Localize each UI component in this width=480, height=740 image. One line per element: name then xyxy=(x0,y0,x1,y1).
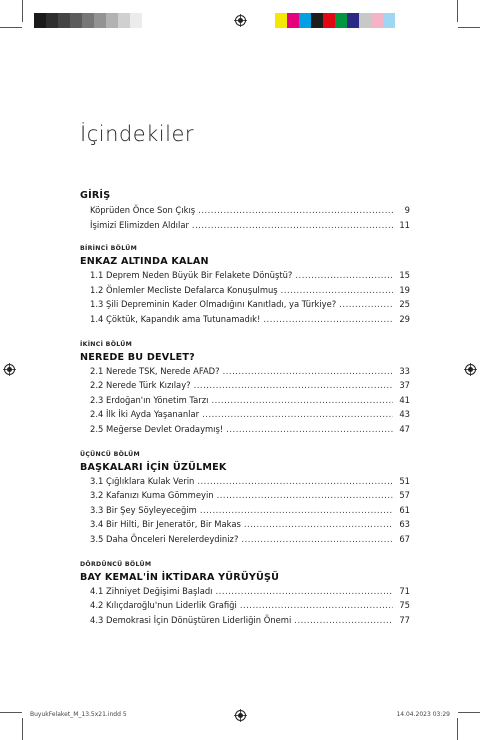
color-swatch xyxy=(275,13,287,28)
entry-number: 4.1 xyxy=(90,585,104,596)
entry-page: 25 xyxy=(399,299,410,310)
entry-title: Köprüden Önce Son Çıkış xyxy=(90,205,196,215)
entry-number: 3.4 xyxy=(90,519,104,530)
entry-number: 4.3 xyxy=(90,614,104,625)
entry-page: 19 xyxy=(399,284,410,295)
part-label: DÖRDÜNCÜ BÖLÜM xyxy=(80,560,152,568)
crop-mark xyxy=(458,27,480,28)
entry-page: 57 xyxy=(399,490,410,501)
entry-number: 2.4 xyxy=(90,409,104,420)
part-section xyxy=(80,451,410,547)
leader-dots xyxy=(198,203,393,218)
part-heading: BAY KEMAL'İN İKTİDARA YÜRÜYÜŞÜ xyxy=(80,571,280,583)
color-swatch xyxy=(46,13,58,28)
entry-number: 1.2 xyxy=(90,284,104,295)
entry-title: İlk İki Ayda Yaşananlar xyxy=(106,409,200,420)
crop-mark xyxy=(0,712,22,713)
part-label: ÜÇÜNCÜ BÖLÜM xyxy=(80,450,140,458)
part-heading: BAŞKALARI İÇİN ÜZÜLMEK xyxy=(80,461,227,473)
leader-dots xyxy=(226,422,393,437)
toc-entry xyxy=(80,203,410,218)
entry-page: 51 xyxy=(399,475,410,486)
entry-page: 71 xyxy=(399,585,410,596)
part-label: BİRİNCİ BÖLÜM xyxy=(80,245,138,253)
entry-page: 61 xyxy=(399,504,410,515)
entry-number: 3.5 xyxy=(90,533,104,544)
leader-dots xyxy=(263,312,393,327)
part-label: İKİNCİ BÖLÜM xyxy=(80,340,133,348)
color-swatch xyxy=(299,13,311,28)
leader-dots xyxy=(200,503,393,518)
toc-entry xyxy=(80,532,410,547)
entry-page: 15 xyxy=(399,270,410,281)
entry-title: Bir Hilti, Bir Jeneratör, Bir Makas xyxy=(106,519,241,530)
leader-dots xyxy=(241,532,393,547)
registration-mark-icon xyxy=(234,709,247,722)
toc-entry xyxy=(80,613,410,628)
crop-mark xyxy=(0,27,22,28)
entry-title: Şili Depreminin Kader Olmadığını Kanıtladı, ya Türkiye? xyxy=(106,299,337,310)
footer-filename: BuyukFelaket_M_13.5x21.indd 5 xyxy=(30,711,127,718)
toc-entry xyxy=(80,283,410,298)
crop-mark xyxy=(458,712,480,713)
part-heading: NEREDE BU DEVLET? xyxy=(80,351,195,363)
leader-dots xyxy=(197,474,393,489)
color-swatch xyxy=(82,13,94,28)
process-color-bar xyxy=(275,13,395,28)
toc-entry xyxy=(80,218,410,233)
crop-mark xyxy=(457,0,458,22)
entry-page: 11 xyxy=(399,219,410,230)
toc-entry xyxy=(80,598,410,613)
grayscale-color-bar xyxy=(34,13,142,28)
color-swatch xyxy=(94,13,106,28)
toc-entry xyxy=(80,503,410,518)
color-swatch xyxy=(347,13,359,28)
entry-number: 2.3 xyxy=(90,394,104,405)
entry-page: 63 xyxy=(399,519,410,530)
crop-mark xyxy=(22,718,23,740)
entry-number: 2.1 xyxy=(90,365,104,376)
color-swatch xyxy=(359,13,371,28)
leader-dots xyxy=(339,297,393,312)
entry-page: 77 xyxy=(399,614,410,625)
leader-dots xyxy=(281,283,393,298)
leader-dots xyxy=(211,393,393,408)
entry-title: Çığlıklara Kulak Verin xyxy=(106,475,195,486)
registration-mark-icon xyxy=(234,14,247,27)
toc-entry xyxy=(80,364,410,379)
footer-timestamp: 14.04.2023 03:29 xyxy=(396,711,450,718)
entry-title: Bir Şey Söyleyeceğim xyxy=(106,504,197,515)
toc-entry xyxy=(80,297,410,312)
entry-title: Demokrasi İçin Dönüştüren Liderliğin Önemi xyxy=(106,614,292,625)
entry-number: 4.2 xyxy=(90,600,104,611)
color-swatch xyxy=(287,13,299,28)
entry-title: Çöktük, Kapandık ama Tutunamadık! xyxy=(106,313,261,324)
entry-number: 1.4 xyxy=(90,313,104,324)
color-swatch xyxy=(58,13,70,28)
color-swatch xyxy=(70,13,82,28)
entry-title: Daha Önceleri Nerelerdeydiniz? xyxy=(106,533,239,544)
crop-mark xyxy=(457,718,458,740)
crop-mark xyxy=(22,0,23,22)
color-swatch xyxy=(34,13,46,28)
entry-title: Nerede TSK, Nerede AFAD? xyxy=(106,365,220,376)
entry-title: Önlemler Mecliste Defalarca Konuşulmuş xyxy=(106,284,278,295)
entry-page: 41 xyxy=(399,394,410,405)
entry-title: Erdoğan'ın Yönetim Tarzı xyxy=(106,394,209,405)
color-swatch xyxy=(383,13,395,28)
entry-title: Deprem Neden Büyük Bir Felakete Dönüştü? xyxy=(106,270,293,281)
color-swatch xyxy=(311,13,323,28)
part-heading: ENKAZ ALTINDA KALAN xyxy=(80,256,209,268)
toc-entry xyxy=(80,312,410,327)
entry-title: Zihniyet Değişimi Başladı xyxy=(106,585,213,596)
toc-entry xyxy=(80,422,410,437)
entry-page: 33 xyxy=(399,365,410,376)
leader-dots xyxy=(194,378,393,393)
toc-entry xyxy=(80,393,410,408)
leader-dots xyxy=(202,407,393,422)
registration-mark-icon xyxy=(3,363,16,376)
entry-title: Kılıçdaroğlu'nun Liderlik Grafiği xyxy=(106,600,237,611)
toc-entry xyxy=(80,378,410,393)
entry-number: 2.2 xyxy=(90,380,104,391)
leader-dots xyxy=(192,218,393,233)
entry-page: 29 xyxy=(399,313,410,324)
entry-page: 67 xyxy=(399,533,410,544)
entry-title: Kafanızı Kuma Gömmeyin xyxy=(106,490,214,501)
entry-page: 37 xyxy=(399,380,410,391)
entry-title: Meğerse Devlet Oradaymış! xyxy=(106,423,224,434)
leader-dots xyxy=(216,584,394,599)
part-section xyxy=(80,245,410,326)
entry-number: 1.3 xyxy=(90,299,104,310)
entry-title: Nerede Türk Kızılay? xyxy=(106,380,191,391)
toc-entry xyxy=(80,488,410,503)
part-section xyxy=(80,561,410,628)
entry-page: 9 xyxy=(404,205,410,215)
toc-entry xyxy=(80,517,410,532)
page-title: İçindekiler xyxy=(80,122,195,146)
entry-number: 3.1 xyxy=(90,475,104,486)
entry-page: 47 xyxy=(399,423,410,434)
section-heading: GİRİŞ xyxy=(80,190,111,201)
leader-dots xyxy=(244,517,393,532)
toc-entry xyxy=(80,474,410,489)
entry-number: 3.2 xyxy=(90,490,104,501)
table-of-contents xyxy=(80,190,410,627)
registration-mark-icon xyxy=(464,363,477,376)
leader-dots xyxy=(295,268,393,283)
entry-number: 1.1 xyxy=(90,270,104,281)
leader-dots xyxy=(223,364,393,379)
color-swatch xyxy=(106,13,118,28)
leader-dots xyxy=(294,613,393,628)
entry-number: 3.3 xyxy=(90,504,104,515)
leader-dots xyxy=(217,488,393,503)
entry-number: 2.5 xyxy=(90,423,104,434)
color-swatch xyxy=(371,13,383,28)
intro-section xyxy=(80,190,410,232)
part-section xyxy=(80,341,410,437)
toc-entry xyxy=(80,268,410,283)
leader-dots xyxy=(240,598,393,613)
toc-entry xyxy=(80,407,410,422)
color-swatch xyxy=(335,13,347,28)
entry-page: 75 xyxy=(399,600,410,611)
toc-entry xyxy=(80,584,410,599)
color-swatch xyxy=(323,13,335,28)
entry-page: 43 xyxy=(399,409,410,420)
color-swatch xyxy=(118,13,130,28)
entry-title: İşimizi Elimizden Aldılar xyxy=(90,219,189,230)
color-swatch xyxy=(130,13,142,28)
